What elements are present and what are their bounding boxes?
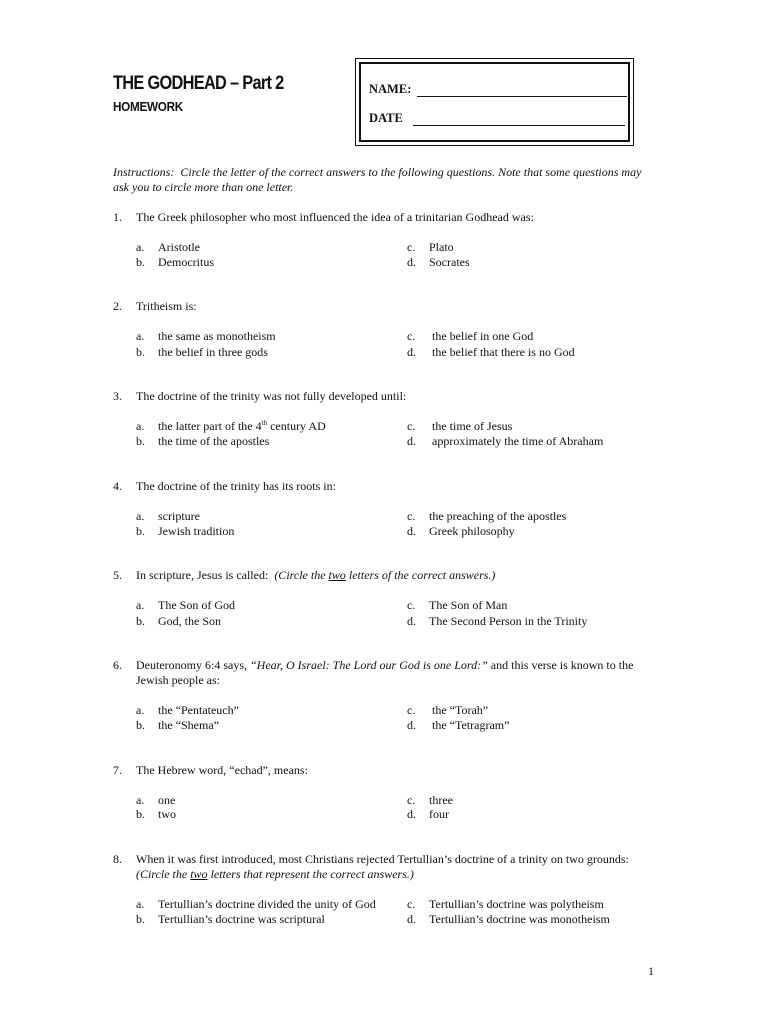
- question-text-post: and this verse is known to the Jewish people as:: [136, 658, 634, 687]
- name-date-box-inner: [359, 62, 630, 142]
- option-letter[interactable]: d.: [407, 614, 416, 628]
- question-text: [136, 568, 656, 583]
- option-text: Socrates: [429, 255, 470, 269]
- option-letter[interactable]: a.: [136, 419, 145, 433]
- question-text: [136, 658, 656, 688]
- option-text: one: [158, 793, 176, 807]
- option-text: The Son of God: [158, 598, 235, 612]
- option-text: the same as monotheism: [158, 329, 276, 343]
- option-text: approximately the time of Abraham: [432, 434, 604, 448]
- question-note: [274, 568, 495, 582]
- option-letter[interactable]: b.: [136, 807, 145, 821]
- instructions-lead: Instructions:: [113, 165, 175, 179]
- question-text: [136, 852, 656, 882]
- option-letter[interactable]: c.: [407, 703, 416, 717]
- option-letter[interactable]: c.: [407, 793, 416, 807]
- instructions: [113, 165, 658, 195]
- date-field[interactable]: [369, 111, 625, 126]
- page-title: THE GODHEAD – Part 2: [113, 73, 284, 94]
- option-text: God, the Son: [158, 614, 221, 628]
- option-text: Tertullian’s doctrine was scriptural: [158, 912, 325, 926]
- option-letter[interactable]: c.: [407, 897, 416, 911]
- name-field[interactable]: [369, 82, 627, 97]
- option-text: scripture: [158, 509, 200, 523]
- option-letter[interactable]: d.: [407, 718, 416, 732]
- note-post: letters of the correct answers.): [345, 568, 496, 582]
- scripture-quote: “Hear, O Israel: The Lord our God is one Lord:”: [249, 658, 488, 672]
- question-text: The doctrine of the trinity has its roots in:: [136, 479, 336, 493]
- option-text: the time of the apostles: [158, 434, 270, 448]
- option-letter[interactable]: b.: [136, 345, 145, 359]
- option-text: Jewish tradition: [158, 524, 235, 538]
- option-letter[interactable]: b.: [136, 434, 145, 448]
- question-number: 6.: [113, 658, 122, 672]
- option-letter[interactable]: a.: [136, 329, 145, 343]
- instructions-text: Circle the letter of the correct answers to the following questions. Note that some questions may ask you to circle more than one letter.: [113, 165, 642, 194]
- question-number: 4.: [113, 479, 122, 493]
- option-letter[interactable]: c.: [407, 240, 416, 254]
- question-number: 1.: [113, 210, 122, 224]
- question-number: 5.: [113, 568, 122, 582]
- option-letter[interactable]: b.: [136, 614, 145, 628]
- option-text: the preaching of the apostles: [429, 509, 567, 523]
- option-text: The Second Person in the Trinity: [429, 614, 588, 628]
- option-text: the belief that there is no God: [432, 345, 575, 359]
- note-emphasis: two: [328, 568, 346, 582]
- option-text: Greek philosophy: [429, 524, 515, 538]
- option-text: the time of Jesus: [432, 419, 513, 433]
- option-letter[interactable]: b.: [136, 912, 145, 926]
- option-letter[interactable]: c.: [407, 598, 416, 612]
- option-text: The Son of Man: [429, 598, 508, 612]
- option-letter[interactable]: d.: [407, 255, 416, 269]
- name-line[interactable]: [417, 84, 627, 97]
- ordinal-suffix: th: [261, 419, 268, 427]
- question-text: The doctrine of the trinity was not fully developed until:: [136, 389, 407, 403]
- name-label: NAME:: [369, 82, 412, 96]
- option-text: Plato: [429, 240, 454, 254]
- page-subtitle: HOMEWORK: [113, 99, 183, 114]
- option-letter[interactable]: a.: [136, 897, 145, 911]
- option-letter[interactable]: a.: [136, 598, 145, 612]
- question-number: 3.: [113, 389, 122, 403]
- option-text: the “Shema”: [158, 718, 219, 732]
- option-text: Aristotle: [158, 240, 200, 254]
- option-text: the belief in three gods: [158, 345, 268, 359]
- note-post: letters that represent the correct answers.): [207, 867, 414, 881]
- page-number: 1: [648, 964, 654, 978]
- name-date-box: [355, 58, 634, 146]
- option-letter[interactable]: d.: [407, 345, 416, 359]
- option-letter[interactable]: b.: [136, 255, 145, 269]
- option-letter[interactable]: c.: [407, 419, 416, 433]
- option-text: three: [429, 793, 453, 807]
- question-text: The Greek philosopher who most influenced the idea of a trinitarian Godhead was:: [136, 210, 534, 224]
- option-text: Tertullian’s doctrine divided the unity of God: [158, 897, 376, 911]
- option-text: the belief in one God: [432, 329, 534, 343]
- question-text: Tritheism is:: [136, 299, 197, 313]
- option-text: Democritus: [158, 255, 214, 269]
- question-number: 8.: [113, 852, 122, 866]
- option-letter[interactable]: a.: [136, 509, 145, 523]
- date-label: DATE: [369, 111, 403, 125]
- option-text-pre: the latter part of the 4: [158, 419, 262, 433]
- date-line[interactable]: [413, 113, 625, 126]
- note-pre: (Circle the: [274, 568, 329, 582]
- question-number: 7.: [113, 763, 122, 777]
- option-text: the “Pentateuch”: [158, 703, 239, 717]
- option-text: two: [158, 807, 176, 821]
- option-letter[interactable]: d.: [407, 524, 416, 538]
- option-letter[interactable]: b.: [136, 524, 145, 538]
- option-letter[interactable]: c.: [407, 329, 416, 343]
- option-letter[interactable]: d.: [407, 912, 416, 926]
- option-letter[interactable]: b.: [136, 718, 145, 732]
- question-stem: When it was first introduced, most Christians rejected Tertullian’s doctrine of a trinity on two grounds:: [136, 852, 629, 866]
- option-text: Tertullian’s doctrine was monotheism: [429, 912, 610, 926]
- question-stem: In scripture, Jesus is called:: [136, 568, 269, 582]
- option-letter[interactable]: a.: [136, 240, 145, 254]
- option-text-post: century AD: [267, 419, 326, 433]
- option-letter[interactable]: d.: [407, 434, 416, 448]
- note-emphasis: two: [190, 867, 208, 881]
- question-note: [136, 867, 414, 881]
- question-text-pre: Deuteronomy 6:4 says,: [136, 658, 250, 672]
- question-number: 2.: [113, 299, 122, 313]
- option-text: four: [429, 807, 449, 821]
- option-letter[interactable]: d.: [407, 807, 416, 821]
- option-text: Tertullian’s doctrine was polytheism: [429, 897, 604, 911]
- option-letter[interactable]: c.: [407, 509, 416, 523]
- option-text: [158, 419, 326, 434]
- option-letter[interactable]: a.: [136, 703, 145, 717]
- option-text: the “Tetragram”: [432, 718, 510, 732]
- question-text: The Hebrew word, “echad”, means:: [136, 763, 308, 777]
- option-text: the “Torah”: [432, 703, 489, 717]
- option-letter[interactable]: a.: [136, 793, 145, 807]
- note-pre: (Circle the: [136, 867, 191, 881]
